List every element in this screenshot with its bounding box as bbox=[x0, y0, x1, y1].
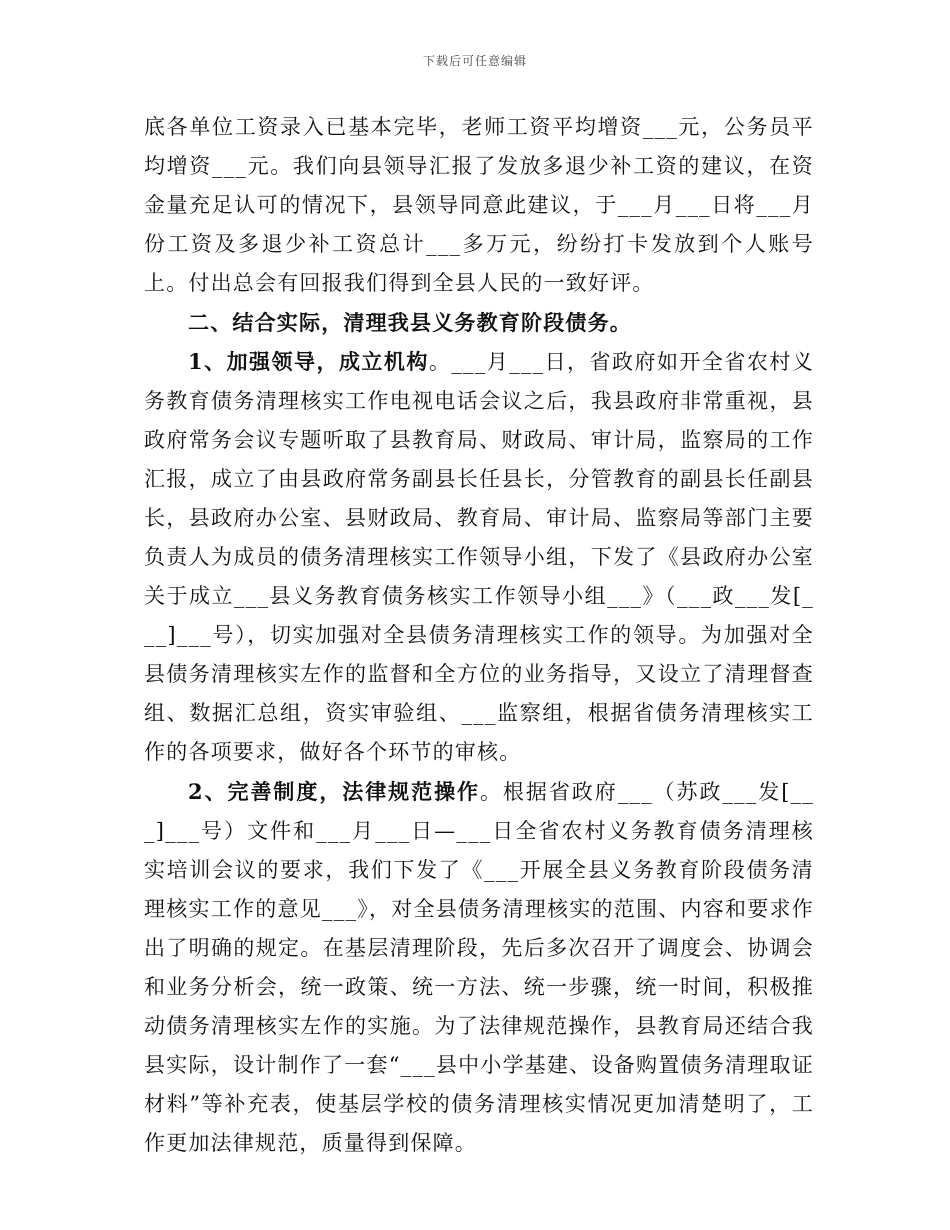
paragraph-regulation-lead: 2、完善制度，法律规范操作 bbox=[188, 779, 480, 804]
paragraph-leadership-body: 。___月___日，省政府如开全省农村义务教育债务清理核实工作电视电话会议之后，我县政府非常重视，县政府常务会议专题听取了县教育局、财政局、审计局，监察局的工作汇报，成立了由县政府常务副县长任县长，分管教育的副县长任副县长，县政府办公室、县财政局、教育局、审计局、监察局等部门主要负责人为成员的债务清理核实工作领导小组，下发了《县政府办公室关于成立___县义务教育债务核实工作领导小组___》（___政___发[___]___号），切实加强对全县债务清理核实工作的领导。为加强对全县债务清理核实左作的监督和全方位的业务指导，又设立了清理督查组、数据汇总组，资实审验组、___监察组，根据省债务清理核实工作的各项要求，做好各个环节的审核。 bbox=[144, 350, 815, 764]
section-heading-debt-cleanup: 二、结合实际，清理我县义务教育阶段债务。 bbox=[188, 310, 632, 335]
paragraph-salary-summary: 底各单位工资录入已基本完毕，老师工资平均增资___元，公务员平均增资___元。我们向县领导汇报了发放多退少补工资的建议，在资金量充足认可的情况下，县领导同意此建议，于___月___日将___月份工资及多退少补工资总计___多万元，纷纷打卡发放到个人账号上。付出总会有回报我们得到全县人民的一致好评。 bbox=[144, 115, 814, 295]
page-header: 下载后可任意编辑 bbox=[422, 54, 527, 68]
paragraph-leadership-lead: 1、加强领导，成立机构 bbox=[188, 349, 429, 374]
paragraph-regulation-body: 。根据省政府___（苏政___发[___]___号）文件和___月___日—___日全省农村义务教育债务清理核实培训会议的要求，我们下发了《___开展全县义务教育阶段债务清理核实工作的意见___》，对全县债务清理核实的范围、内容和要求作出了明确的规定。在基层清理阶段，先后多次召开了调度会、协调会和业务分析会，统一政策、统一方法、统一步骤，统一时间，积极推动债务清理核实左作的实施。为了法律规范操作，县教育局还结合我县实际，设计制作了一套“___县中小学基建、设备购置债务清理取证材料”等补充表，使基层学校的债务清理核实情况更加清楚明了，工作更加法律规范，质量得到保障。 bbox=[144, 780, 814, 1155]
paragraph-leadership bbox=[144, 342, 814, 772]
paragraph-regulation bbox=[144, 772, 814, 1163]
document-body bbox=[144, 108, 814, 1163]
